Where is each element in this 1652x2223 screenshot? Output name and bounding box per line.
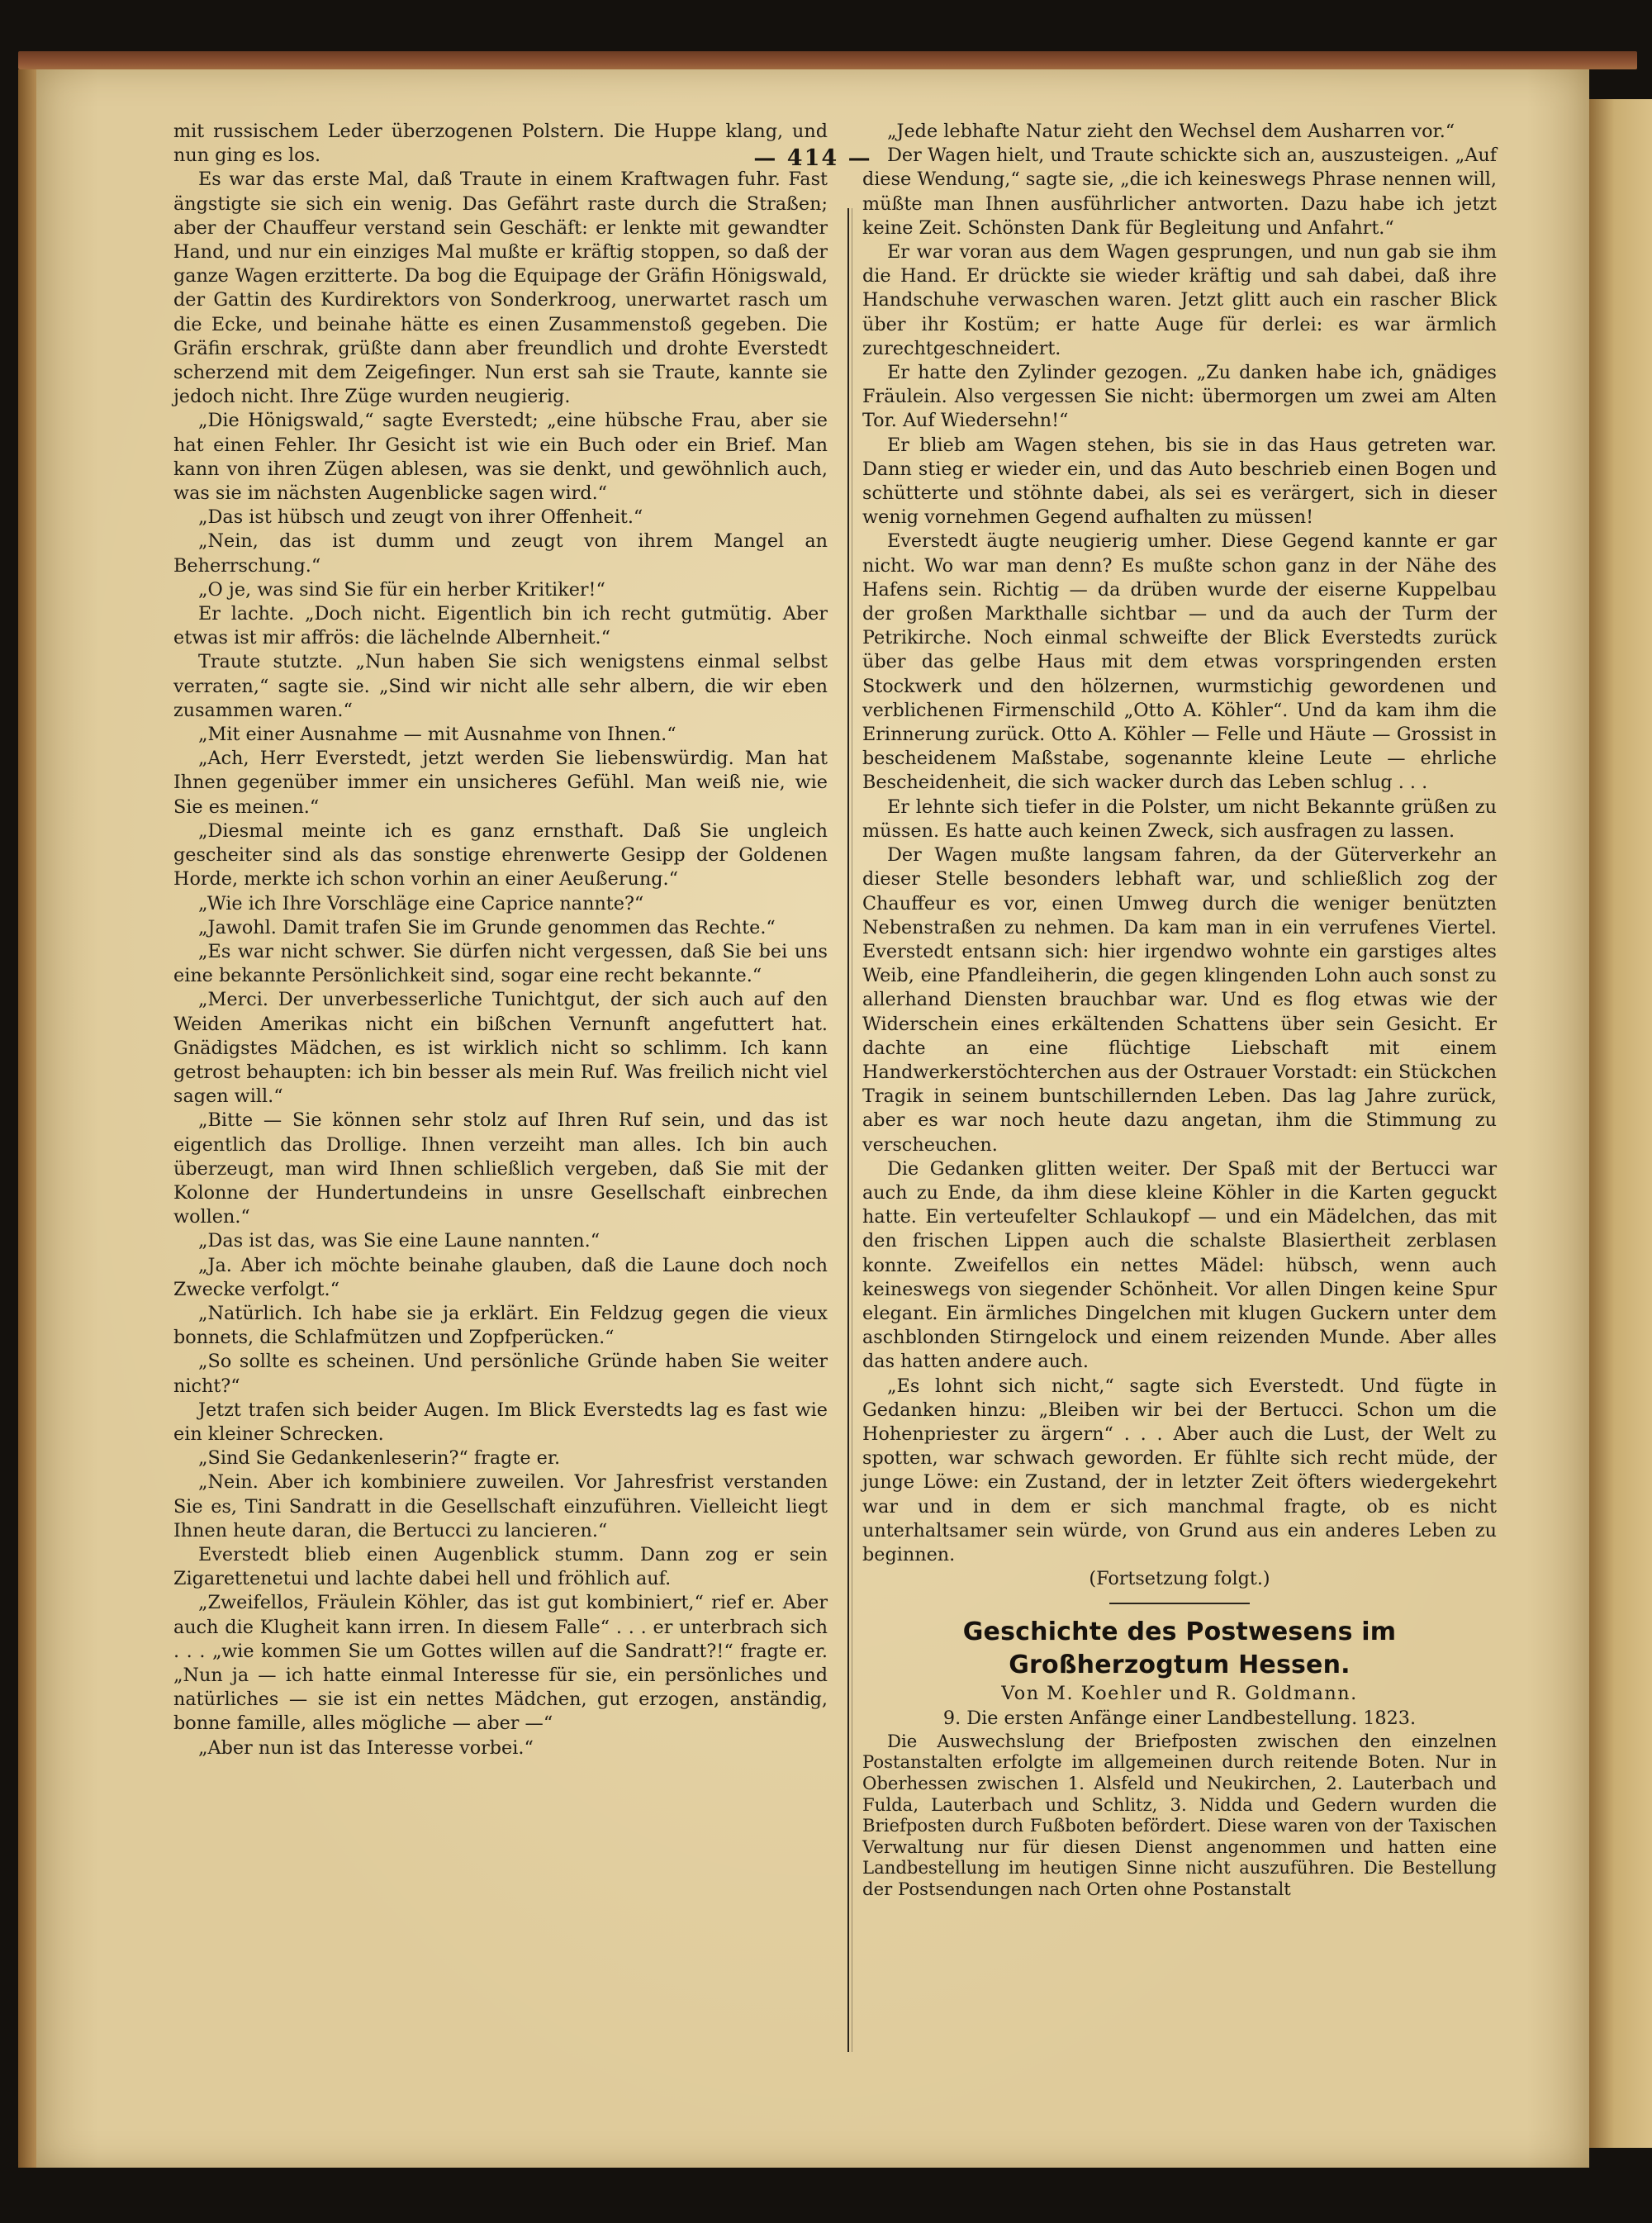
article-body: Die Auswechslung der Briefposten zwischen den einzelnen Postanstalten erfolgte im allgemeinen durch reitende Boten. Nur in Oberhessen zwischen 1. Alsfeld und Neukirchen, 2. Lauterbach und Fulda, Lauterbach und Schlitz, 3. Nidda und Gedern wurden die Briefposten durch Fußboten befördert. Diese waren von der Taxischen Verwaltung nur für diesen Dienst angenommen und hatten eine Landbestellung im heutigen Sinne nicht auszuführen. Die Bestellung der Postsendungen nach Orten ohne Postanstalt <box>862 1730 1497 1899</box>
page-number: — 414 — <box>753 145 872 171</box>
page-stack-left-edge <box>18 69 36 2168</box>
paragraph: „Mit einer Ausnahme — mit Ausnahme von Ihnen.“ <box>198 724 676 746</box>
section-rule <box>1109 1603 1250 1604</box>
right-column <box>862 120 1497 1900</box>
paragraph: Jetzt trafen sich beider Augen. Im Blick Everstedts lag es fast wie ein kleiner Schrecken. <box>173 1399 828 1445</box>
article-section-heading: 9. Die ersten Anfänge einer Landbestellung. 1823. <box>942 1707 1417 1729</box>
next-page-edge <box>1589 99 1652 2148</box>
background-bottom <box>0 2168 1652 2223</box>
paragraph: „Merci. Der unverbesserliche Tunichtgut, der sich auch auf den Weiden Amerikas nicht ein bißchen Vernunft angefuttert hat. Gnädigstes Mädchen, es ist wirklich nicht so schlimm. Ich kann getrost behaupten: ich bin besser als mein Ruf. Was freilich nicht viel sagen will.“ <box>173 989 828 1108</box>
paragraph: Es war das erste Mal, daß Traute in einem Kraftwagen fuhr. Fast ängstigte sie sich ein wenig. Das Gefährt raste durch die Straßen; aber der Chauffeur verstand sein Geschäft: er lenkte mit gewandter Hand, und nur ein einziges Mal mußte er kräftig stoppen, so daß der ganze Wagen erzitterte. Da bog die Equipage der Gräfin Hönigswald, der Gattin des Kurdirektors von Sonderkroog, unerwartet rasch um die Ecke, und beinahe hätte es einen Zusammenstoß gegeben. Die Gräfin erschrak, grüßte dann aber freundlich und drohte Everstedt scherzend mit dem Zeigefinger. Nun erst sah sie Traute, kannte sie jedoch nicht. Ihre Züge wurden neugierig. <box>173 169 828 408</box>
paragraph: „Ach, Herr Everstedt, jetzt werden Sie liebenswürdig. Man hat Ihnen gegenüber immer ein unsicheres Gefühl. Man weiß nie, wie Sie es meinen.“ <box>173 748 828 818</box>
paragraph: „Aber nun ist das Interesse vorbei.“ <box>198 1736 534 1759</box>
right-column-story <box>862 120 1497 1567</box>
paragraph: „Das ist das, was Sie eine Laune nannten.“ <box>198 1230 601 1252</box>
paragraph: „So sollte es scheinen. Und persönliche Gründe haben Sie weiter nicht?“ <box>173 1351 828 1397</box>
paragraph: „Wie ich Ihre Vorschläge eine Caprice nannte?“ <box>198 892 644 914</box>
column-divider <box>847 208 849 2052</box>
paragraph: „Es lohnt sich nicht,“ sagte sich Everstedt. Und fügte in Gedanken hinzu: „Bleiben wir bei der Bertucci. Schon um die Hohenpriester zu ärgern“ . . . Aber auch die Lust, der Welt zu spotten, war schwach geworden. Er fühlte sich recht müde, der junge Löwe: ein Zustand, der in letzter Zeit öfters wiedergekehrt war und in dem er sich manchmal fragte, ob es nicht unterhaltsamer sein würde, von Grund aus ein anderes Leben zu beginnen. <box>862 1375 1497 1565</box>
paragraph: „Nein, das ist dumm und zeugt von ihrem Mangel an Beherrschung.“ <box>173 530 828 577</box>
paragraph: „Natürlich. Ich habe sie ja erklärt. Ein Feldzug gegen die vieux bonnets, die Schlafmützen und Zopfperücken.“ <box>173 1302 828 1349</box>
paragraph: „Ja. Aber ich möchte beinahe glauben, daß die Laune doch noch Zwecke verfolgt.“ <box>173 1254 828 1300</box>
paragraph: „Bitte — Sie können sehr stolz auf Ihren Ruf sein, und das ist eigentlich das Drollige. Ihnen verzeiht man alles. Ich bin auch überzeugt, man wird Ihnen schließlich vergeben, daß Sie mit der Kolonne der Hundertundeins in unsre Gesellschaft einbrechen wollen.“ <box>173 1109 828 1228</box>
paragraph: Traute stutzte. „Nun haben Sie sich wenigstens einmal selbst verraten,“ sagte sie. „Sind wir nicht alle sehr albern, die wir eben zusammen waren.“ <box>173 651 828 721</box>
paragraph: Der Wagen mußte langsam fahren, da der Güterverkehr an dieser Stelle besonders lebhaft war, und schließlich zog der Chauffeur es vor, einen Umweg durch die weniger benützten Nebenstraßen zu nehmen. Da kam man in ein verrufenes Viertel. Everstedt entsann sich: hier irgendwo wohnte ein garstiges altes Weib, eine Pfandleiherin, die gegen klingenden Lohn auch sonst zu allerhand Diensten brauchbar war. Und es flog etwas wie der Widerschein eines erkältenden Schattens über sein Gesicht. Er dachte an eine flüchtige Liebschaft mit einem Handwerkerstöchterchen aus der Ostrauer Vorstadt: ein Stückchen Tragik in seinem buntschillernden Leben. Das lag Jahre zurück, aber es war noch heute dazu angetan, ihm die Stimmung zu verscheuchen. <box>862 844 1497 1156</box>
paragraph: mit russischem Leder überzogenen Polstern. Die Huppe klang, und nun ging es los. <box>173 121 828 167</box>
paragraph: „Sind Sie Gedankenleserin?“ fragte er. <box>198 1447 561 1470</box>
paragraph: Er lehnte sich tiefer in die Polster, um nicht Bekannte grüßen zu müssen. Es hatte auch keinen Zweck, sich ausfragen zu lassen. <box>862 796 1497 842</box>
left-column <box>173 120 828 1760</box>
paragraph: Er hatte den Zylinder gezogen. „Zu danken habe ich, gnädiges Fräulein. Also vergessen Sie nicht: übermorgen um zwei am Alten Tor. Auf Wiedersehn!“ <box>862 362 1497 432</box>
paragraph: Everstedt äugte neugierig umher. Diese Gegend kannte er gar nicht. Wo war man denn? Es mußte schon ganz in der Nähe des Hafens sein. Richtig — da drüben wurde der eiserne Kuppelbau der großen Markthalle sichtbar — und da auch der Turm der Petrikirche. Noch einmal schweifte der Blick Everstedts zurück über das gelbe Haus mit dem etwas vorspringenden ersten Stockwerk und den hölzernen, wurmstichig gewordenen und verblichenen Firmenschild „Otto A. Köhler“. Und da kam ihm die Erinnerung zurück. Otto A. Köhler — Felle und Häute — Grossist in bescheidenem Maßstabe, sogenannte kleine Leute — ehrliche Bescheidenheit, die sich wacker durch das Leben schlug . . . <box>862 530 1497 794</box>
article-title: Geschichte des Postwesens im Großherzogtum Hessen. <box>962 1617 1397 1680</box>
paragraph: Everstedt blieb einen Augenblick stumm. Dann zog er sein Zigarettenetui und lachte dabei hell und fröhlich auf. <box>173 1543 828 1590</box>
paragraph: Er lachte. „Doch nicht. Eigentlich bin ich recht gutmütig. Aber etwas ist mir affrös: die lächelnde Albernheit.“ <box>173 603 828 649</box>
paragraph: „Nein. Aber ich kombiniere zuweilen. Vor Jahresfrist verstanden Sie es, Tini Sandratt in die Gesellschaft einzuführen. Vielleicht liegt Ihnen heute daran, die Bertucci zu lancieren.“ <box>173 1471 828 1541</box>
book-cover-edge <box>18 51 1637 69</box>
paragraph: „Zweifellos, Fräulein Köhler, das ist gut kombiniert,“ rief er. Aber auch die Klugheit kann irren. In diesem Falle“ . . . er unterbrach sich . . . „wie kommen Sie um Gottes willen auf die Sandratt?!“ fragte er. „Nun ja — ich hatte einmal Interesse für sie, ein persönliches und natürliches — sie ist ein nettes Mädchen, gut erzogen, anständig, bonne famille, alles mögliche — aber —“ <box>173 1592 828 1735</box>
paragraph: Er war voran aus dem Wagen gesprungen, und nun gab sie ihm die Hand. Er drückte sie wieder kräftig und sah dabei, daß ihre Handschuhe verwaschen waren. Jetzt glitt auch ein rascher Blick über ihr Kostüm; er hatte Auge für derlei: es war ärmlich zurechtgeschneidert. <box>862 241 1497 359</box>
continuation-note: (Fortsetzung folgt.) <box>1089 1568 1270 1590</box>
paragraph: Die Gedanken glitten weiter. Der Spaß mit der Bertucci war auch zu Ende, da ihm diese kleine Köhler in die Karten geguckt hatte. Ein verteufelter Schlaukopf — und ein Mädelchen, das mit den frischen Lippen auch die schalste Blasiertheit zerblasen konnte. Zweifellos ein nettes Mädel: hübsch, wenn auch keineswegs von siegender Schönheit. Vor allen Dingen keine Spur elegant. Ein ärmliches Dingelchen mit klugen Guckern unter dem aschblonden Stirngelock und einem reizenden Munde. Aber alles das hatten andere auch. <box>862 1157 1497 1373</box>
paragraph: „Das ist hübsch und zeugt von ihrer Offenheit.“ <box>198 506 643 529</box>
paragraph: „Es war nicht schwer. Sie dürfen nicht vergessen, daß Sie bei uns eine bekannte Persönlichkeit sind, sogar eine recht bekannte.“ <box>173 940 828 987</box>
article-byline: Von M. Koehler und R. Goldmann. <box>1001 1683 1358 1705</box>
paragraph: Er blieb am Wagen stehen, bis sie in das Haus getreten war. Dann stieg er wieder ein, und das Auto beschrieb einen Bogen und schütterte und stöhnte dabei, als sei es verärgert, sich in dieser wenig vornehmen Gegend aufhalten zu müssen! <box>862 434 1497 529</box>
paragraph: „Diesmal meinte ich es ganz ernsthaft. Daß Sie ungleich gescheiter sind als das sonstige ehrenwerte Gesipp der Goldenen Horde, merkte ich schon vorhin an einer Aeußerung.“ <box>173 819 828 891</box>
paragraph: „Jawohl. Damit trafen Sie im Grunde genommen das Rechte.“ <box>198 916 776 938</box>
paragraph: „Jede lebhafte Natur zieht den Wechsel dem Ausharren vor.“ <box>887 121 1455 142</box>
paragraph: „O je, was sind Sie für ein herber Kritiker!“ <box>198 578 605 601</box>
paragraph: „Die Hönigswald,“ sagte Everstedt; „eine hübsche Frau, aber sie hat einen Fehler. Ihr Gesicht ist wie ein Buch oder ein Brief. Man kann von ihren Zügen ablesen, was sie denkt, und gewöhnlich auch, was sie im nächsten Augenblicke sagen wird.“ <box>173 410 828 505</box>
paragraph: Der Wagen hielt, und Traute schickte sich an, auszusteigen. „Auf diese Wendung,“ sagte sie, „die ich keineswegs Phrase nennen will, müßte man Ihnen ausführlicher antworten. Dazu habe ich jetzt keine Zeit. Schönsten Dank für Begleitung und Anfahrt.“ <box>862 145 1497 239</box>
